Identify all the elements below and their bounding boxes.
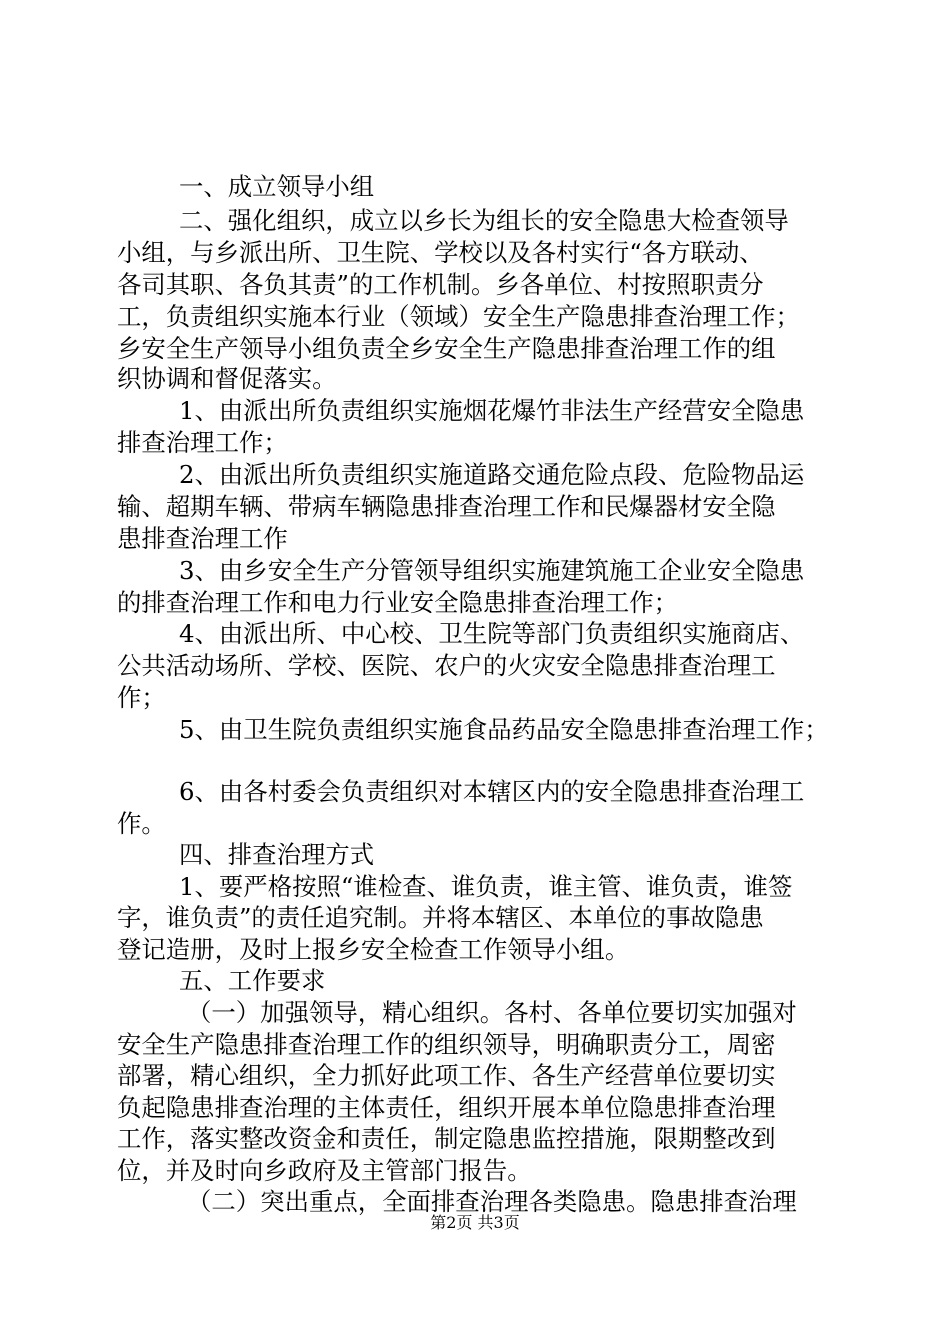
paragraph-line: （一）加强领导，精心组织。各村、各单位要切实加强对 [187,998,797,1027]
paragraph-line: 各司其职、各负其责”的工作机制。乡各单位、村按照职责分 [117,270,764,299]
list-item-line: 6、由各村委会负责组织对本辖区内的安全隐患排查治理工 [179,777,805,806]
paragraph-line: 字，谁负责”的责任追究制。并将本辖区、本单位的事故隐患 [117,903,764,932]
paragraph-line: 小组，与乡派出所、卫生院、学校以及各村实行“各方联动、 [117,238,764,267]
list-item-line: 的排查治理工作和电力行业安全隐患排查治理工作； [117,588,678,617]
paragraph-line: 登记造册，及时上报乡安全检查工作领导小组。 [117,935,630,964]
list-item-line: 1、由派出所负责组织实施烟花爆竹非法生产经营安全隐患 [179,396,805,425]
list-item-line: 公共活动场所、学校、医院、农户的火灾安全隐患排查治理工 [117,651,776,680]
list-item-line: 输、超期车辆、带病车辆隐患排查治理工作和民爆器材安全隐 [117,492,776,521]
list-item-line: 作。 [117,809,166,838]
list-item-line: 患排查治理工作 [117,524,288,553]
list-item-line: 5、由卫生院负责组织实施食品药品安全隐患排查治理工作； [179,715,829,744]
list-item-line: 3、由乡安全生产分管领导组织实施建筑施工企业安全隐患 [179,556,805,585]
list-item-line: 2、由派出所负责组织实施道路交通危险点段、危险物品运 [179,460,805,489]
paragraph-line: （二）突出重点，全面排查治理各类隐患。隐患排查治理 [187,1187,797,1216]
paragraph-line: 位，并及时向乡政府及主管部门报告。 [117,1156,532,1185]
paragraph-line: 1、要严格按照“谁检查、谁负责，谁主管、谁负责，谁签 [179,872,793,901]
paragraph-line: 工作，落实整改资金和责任，制定隐患监控措施，限期整改到 [117,1124,776,1153]
paragraph-line: 工，负责组织实施本行业（领域）安全生产隐患排查治理工作； [117,302,800,331]
paragraph-line: 乡安全生产领导小组负责全乡安全生产隐患排查治理工作的组 [117,334,776,363]
list-item-line: 排查治理工作； [117,428,288,457]
paragraph-line: 部署，精心组织，全力抓好此项工作、各生产经营单位要切实 [117,1061,776,1090]
section-heading: 五、工作要求 [179,966,326,995]
list-item-line: 4、由派出所、中心校、卫生院等部门负责组织实施商店、 [179,619,805,648]
page-number-footer: 第2页 共3页 [430,1213,520,1232]
section-heading: 四、排查治理方式 [179,840,375,869]
paragraph-line: 安全生产隐患排查治理工作的组织领导，明确职责分工，周密 [117,1030,776,1059]
paragraph-line: 负起隐患排查治理的主体责任，组织开展本单位隐患排查治理 [117,1093,776,1122]
paragraph-line: 二、强化组织，成立以乡长为组长的安全隐患大检查领导 [179,206,789,235]
section-heading: 一、成立领导小组 [179,172,375,201]
paragraph-line: 织协调和督促落实。 [117,364,337,393]
list-item-line: 作； [117,683,166,712]
